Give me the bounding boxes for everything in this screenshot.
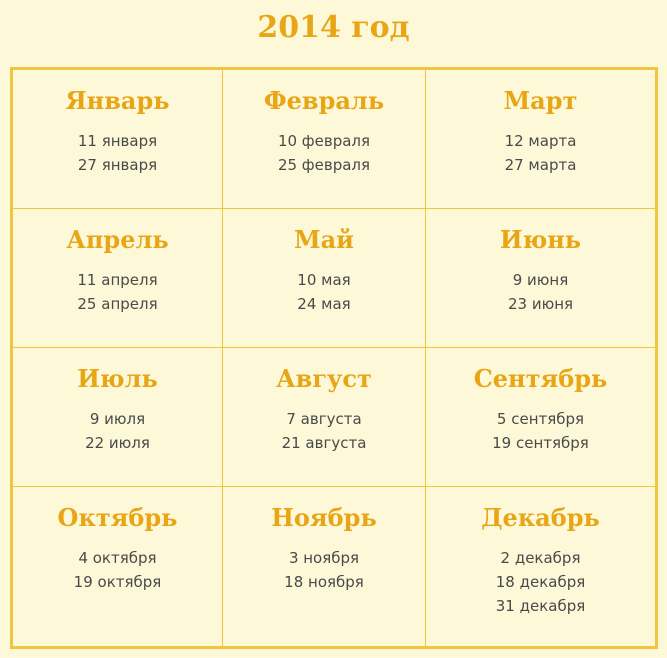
date-item: 12 марта (504, 132, 577, 150)
month-name: Май (294, 225, 354, 254)
date-item: 23 июня (507, 295, 574, 313)
month-name: Сентябрь (473, 364, 608, 393)
month-name: Февраль (263, 86, 385, 115)
date-item: 27 марта (504, 156, 577, 174)
date-item: 9 июля (89, 410, 146, 428)
month-cell-october (13, 487, 223, 646)
month-name: Январь (65, 86, 170, 115)
date-item: 19 октября (73, 573, 162, 591)
month-dates (223, 129, 425, 177)
date-item: 9 июня (512, 271, 569, 289)
date-item: 10 мая (297, 271, 351, 289)
month-name: Апрель (66, 225, 169, 254)
month-name: Ноябрь (271, 503, 377, 532)
month-name: Декабрь (481, 503, 600, 532)
month-cell-january (13, 70, 223, 209)
month-dates (426, 546, 655, 618)
month-cell-august (223, 348, 426, 487)
month-cell-february (223, 70, 426, 209)
date-item: 3 ноября (288, 549, 360, 567)
month-cell-september (426, 348, 655, 487)
month-name: Июль (77, 364, 158, 393)
month-dates (426, 407, 655, 455)
month-cell-march (426, 70, 655, 209)
date-item: 21 августа (281, 434, 367, 452)
month-cell-april (13, 209, 223, 348)
date-item: 10 февраля (277, 132, 371, 150)
month-cell-july (13, 348, 223, 487)
month-cell-december (426, 487, 655, 646)
page-title: 2014 год (257, 10, 410, 45)
calendar-grid (10, 67, 658, 649)
month-dates (13, 268, 222, 316)
date-item: 31 декабря (495, 597, 586, 615)
month-dates (223, 268, 425, 316)
date-item: 4 октября (78, 549, 157, 567)
month-dates (223, 546, 425, 594)
date-item: 11 апреля (77, 271, 158, 289)
month-dates (223, 407, 425, 455)
month-name: Октябрь (57, 503, 178, 532)
month-cell-may (223, 209, 426, 348)
date-item: 11 января (77, 132, 158, 150)
date-item: 19 сентября (492, 434, 589, 452)
month-dates (13, 546, 222, 594)
date-item: 25 апреля (77, 295, 158, 313)
date-item: 24 мая (297, 295, 351, 313)
date-item: 25 февраля (277, 156, 371, 174)
date-item: 5 сентября (496, 410, 585, 428)
date-item: 18 декабря (495, 573, 586, 591)
date-item: 18 ноября (284, 573, 364, 591)
month-name: Август (276, 364, 372, 393)
month-cell-november (223, 487, 426, 646)
month-dates (13, 129, 222, 177)
month-dates (426, 268, 655, 316)
date-item: 22 июля (85, 434, 150, 452)
month-name: Июнь (499, 225, 582, 254)
date-item: 7 августа (286, 410, 362, 428)
month-dates (13, 407, 222, 455)
month-name: Март (503, 86, 578, 115)
date-item: 2 декабря (500, 549, 581, 567)
month-dates (426, 129, 655, 177)
month-cell-june (426, 209, 655, 348)
date-item: 27 января (77, 156, 158, 174)
